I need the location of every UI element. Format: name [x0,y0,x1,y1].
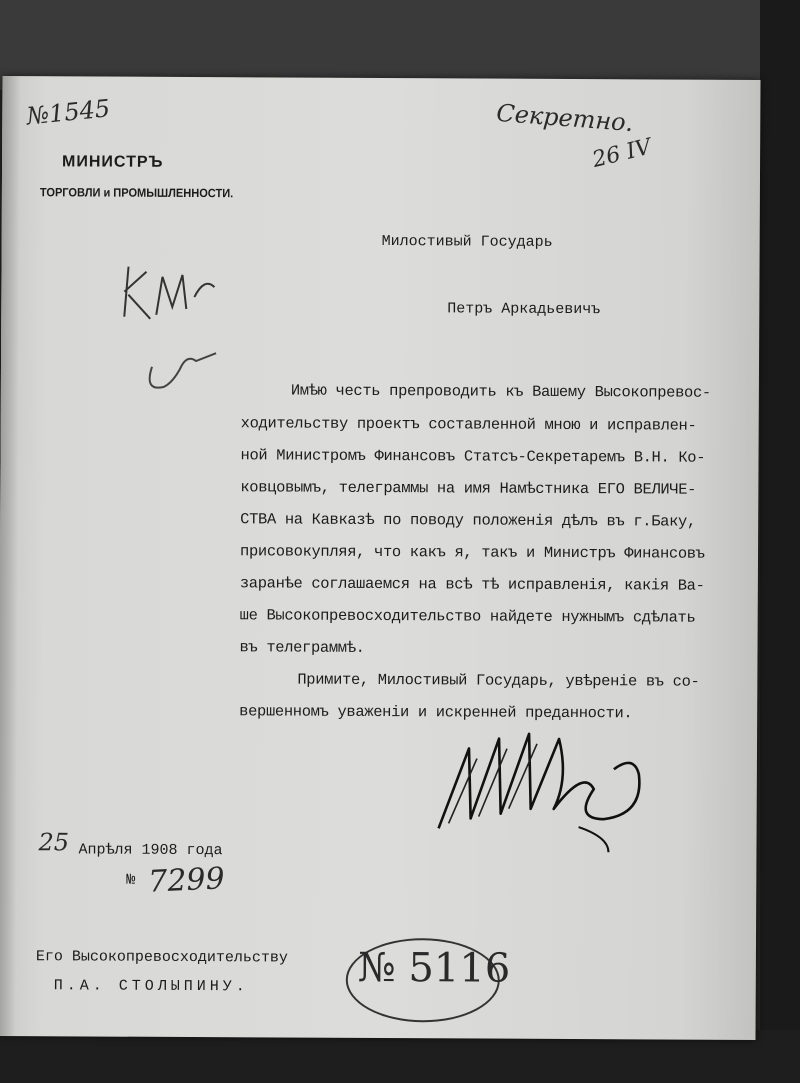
handwritten-date-note: 26 IV [590,134,654,173]
body-line: ковцовымъ, телеграммы на имя Намѣстника ЕГО ВЕЛИЧЕ- [240,478,697,499]
body-line: въ телеграммѣ. [239,638,365,657]
registration-stamp-number: № 5116 [357,944,511,992]
handwritten-number: №1545 [25,94,112,131]
body-line: ходительству проектъ составленной мною и исправлен- [240,414,697,435]
salutation-line-1: Милостивый Государь [381,233,553,251]
body-line: заранѣе соглашаемся на всѣ тѣ исправленія, какія Ва- [239,574,705,595]
secret-mark: Секретно. [495,98,635,138]
handwritten-day: 25 [38,828,70,857]
body-line: присовокупляя, что какъ я, такъ и Министръ Финансовъ [239,542,705,563]
margin-scribble-icon [116,257,227,408]
closing-line: Примите, Милостивый Государь, увѣреніе въ со- [297,670,700,691]
addressee-line-1: Его Высокопревосходительству [35,948,288,967]
signature-icon [428,708,659,859]
outgoing-number: 7299 [147,861,226,900]
body-line: ной Министромъ Финансовъ Статсъ-Секретаремъ В.Н. Ко- [240,446,706,467]
ministry-subtitle: ТОРГОВЛИ и ПРОМЫШЛЕННОСТИ. [39,185,234,201]
closing-line: вершенномъ уваженіи и искренней преданности. [239,702,633,723]
addressee-line-2: П.А. СТОЛЫПИНУ. [53,977,249,996]
scan-background-right [760,0,800,1083]
ministry-title: МИНИСТРЪ [62,153,164,171]
letter-date: Апрѣля 1908 года [78,841,223,860]
body-line: СТВА на Кавказѣ по поводу положенія дѣлъ въ г.Баку, [240,510,696,531]
letter-page [0,76,761,1040]
salutation-line-2: Петръ Аркадьевичъ [447,300,601,319]
body-line: ше Высокопревосходительство найдете нужнымъ сдѣлать [239,606,696,627]
outgoing-number-label: № [126,871,136,889]
body-line: Имѣю честь препроводить къ Вашему Высокопревос- [290,381,711,402]
